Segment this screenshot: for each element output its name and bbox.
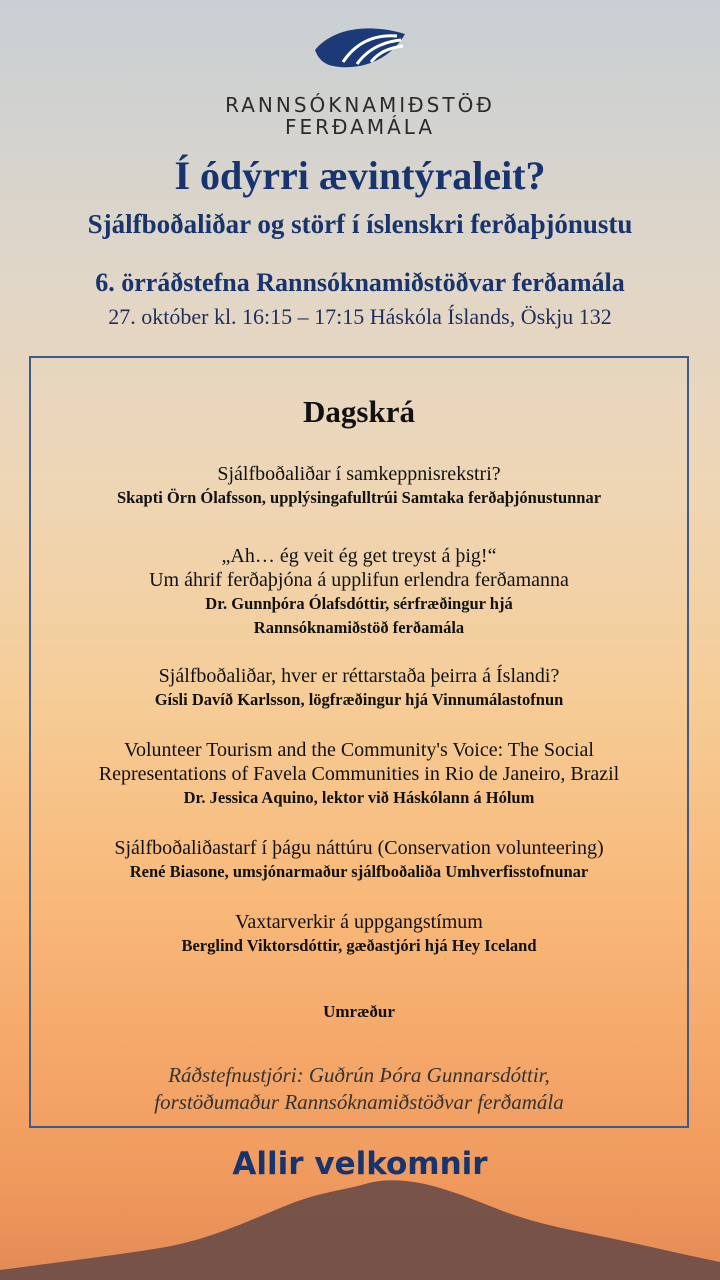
agenda-box <box>29 356 689 1128</box>
agenda-item <box>31 910 687 958</box>
logo-text-line1: RANNSÓKNAMIÐSTÖÐ <box>225 93 495 117</box>
agenda-item <box>31 462 687 510</box>
page-subtitle: Sjálfboðaliðar og störf í íslenskri ferðaþjónustu <box>87 209 633 239</box>
talk-title: Sjálfboðaliðastarf í þágu náttúru (Conservation volunteering) <box>114 837 604 859</box>
talk-speaker: Skapti Örn Ólafsson, upplýsingafulltrúi Samtaka ferðaþjónustunnar <box>116 488 602 507</box>
event-name: 6. örráðstefna Rannsóknamiðstöðvar ferðamála <box>95 268 625 297</box>
talk-speaker: René Biasone, umsjónarmaður sjálfboðaliða Umhverfisstofnunar <box>129 862 589 881</box>
talk-speaker: Gísli Davíð Karlsson, lögfræðingur hjá Vinnumálastofnun <box>154 690 564 709</box>
talk-title: Sjálfboðaliðar í samkeppnisrekstri? <box>217 463 501 485</box>
logo <box>0 22 720 138</box>
page-title: Í ódýrri ævintýraleit? <box>174 153 546 198</box>
event-date-location: 27. október kl. 16:15 – 17:15 Háskóla Íslands, Öskju 132 <box>108 304 612 329</box>
chair-line: forstöðumaður Rannsóknamiðstöðvar ferðamála <box>154 1090 564 1114</box>
agenda-item <box>31 544 687 640</box>
talk-speaker: Dr. Jessica Aquino, lektor við Háskólann á Hólum <box>183 788 535 807</box>
talk-speaker: Dr. Gunnþóra Ólafsdóttir, sérfræðingur hjá <box>205 594 513 613</box>
eye-logo-icon <box>313 22 407 74</box>
mountain-silhouette <box>0 1170 720 1280</box>
agenda-item <box>31 836 687 884</box>
talk-title: Representations of Favela Communities in Rio de Janeiro, Brazil <box>98 763 620 785</box>
agenda-item <box>31 738 687 810</box>
chair-line: Ráðstefnustjóri: Guðrún Þóra Gunnarsdóttir, <box>168 1063 550 1087</box>
talk-title: „Ah… ég veit ég get treyst á þig!“ <box>221 545 497 567</box>
conference-chair <box>31 1062 687 1116</box>
logo-text-line2: FERÐAMÁLA <box>284 115 436 139</box>
talk-title: Sjálfboðaliðar, hver er réttarstaða þeirra á Íslandi? <box>158 665 560 687</box>
talk-speaker: Berglind Viktorsdóttir, gæðastjóri hjá Hey Iceland <box>181 936 537 955</box>
agenda-discussion: Umræður <box>323 1002 395 1021</box>
welcome-text: Allir velkomnir <box>232 1146 488 1182</box>
talk-title: Volunteer Tourism and the Community's Voice: The Social <box>124 739 594 761</box>
talk-speaker: Rannsóknamiðstöð ferðamála <box>253 618 465 637</box>
talk-title: Vaxtarverkir á uppgangstímum <box>235 911 483 933</box>
talk-title: Um áhrif ferðaþjóna á upplifun erlendra ferðamanna <box>149 569 569 591</box>
agenda-heading: Dagskrá <box>303 394 415 429</box>
agenda-item <box>31 664 687 712</box>
